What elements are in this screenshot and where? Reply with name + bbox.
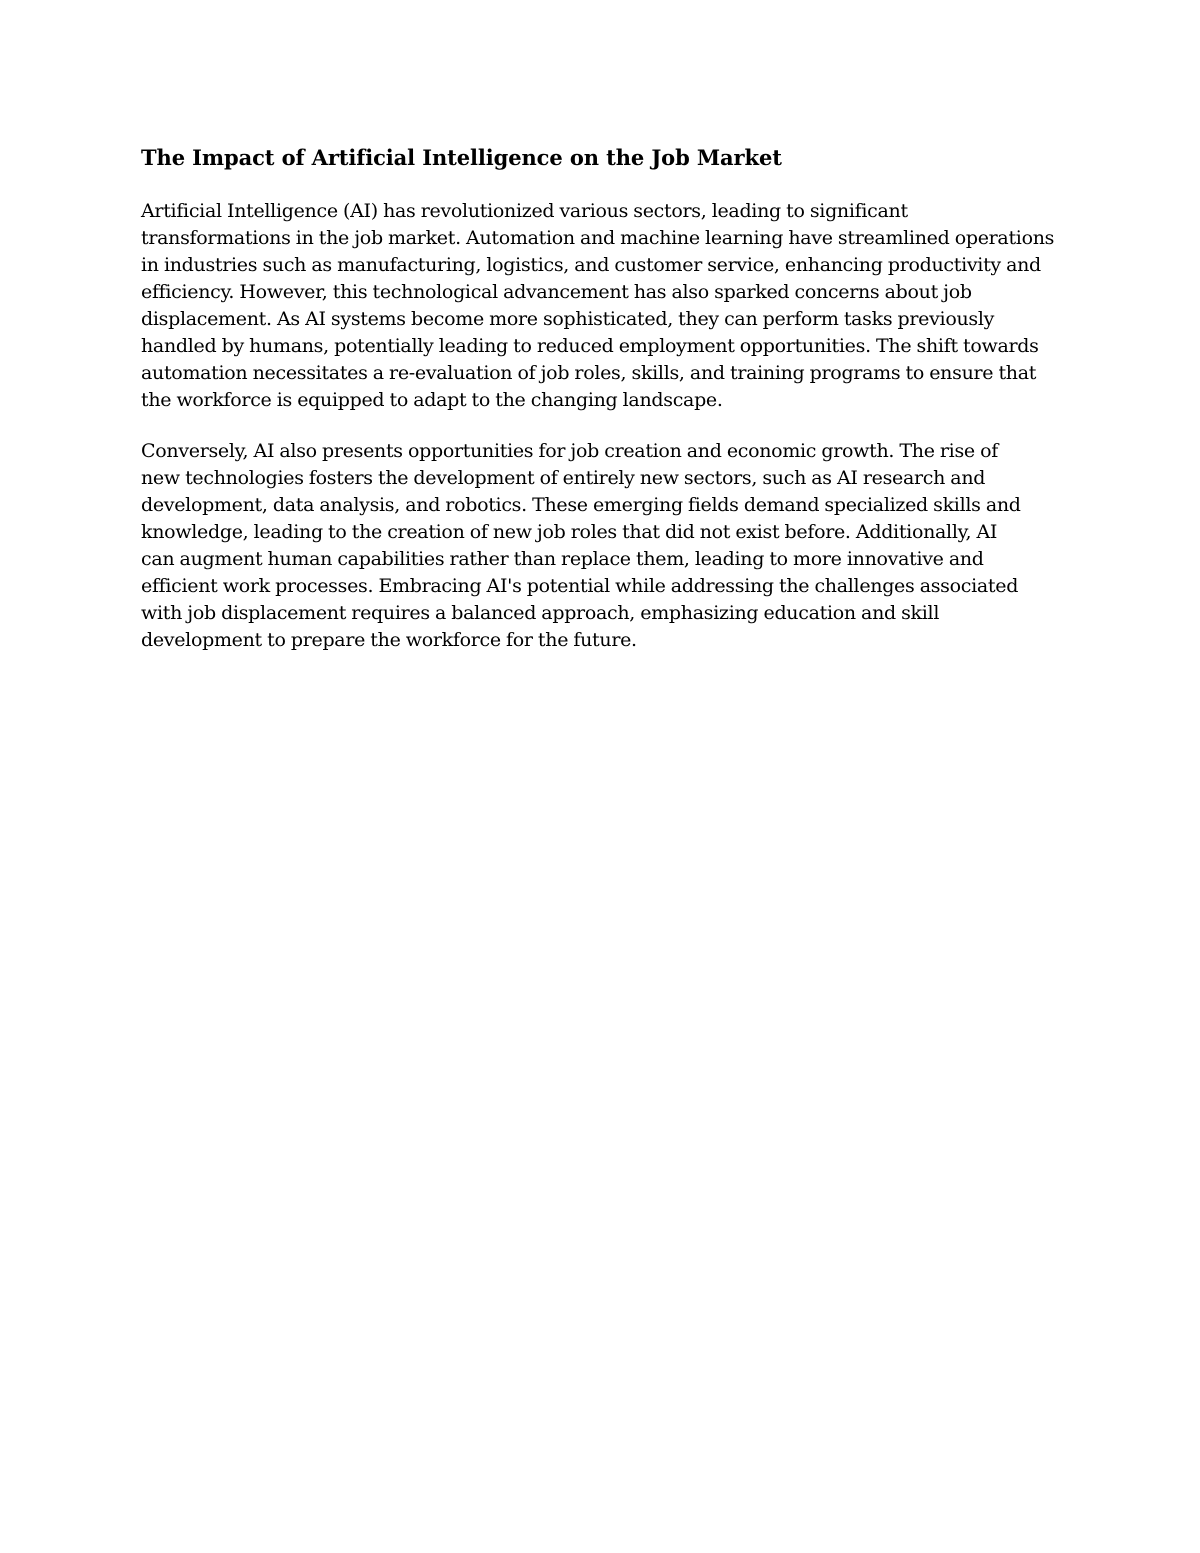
paragraph-line: development, data analysis, and robotics. These emerging fields demand specialized skills and bbox=[141, 494, 1021, 516]
paragraph-line: transformations in the job market. Automation and machine learning have streamlined operations bbox=[141, 227, 1055, 249]
paragraph-line: in industries such as manufacturing, logistics, and customer service, enhancing productivity and bbox=[141, 254, 1041, 276]
paragraph-line: handled by humans, potentially leading to reduced employment opportunities. The shift towards bbox=[141, 335, 1039, 357]
document-title: The Impact of Artificial Intelligence on the Job Market bbox=[141, 145, 782, 170]
paragraph-line: new technologies fosters the development of entirely new sectors, such as AI research and bbox=[141, 467, 986, 489]
paragraph-line: development to prepare the workforce for the future. bbox=[141, 629, 637, 651]
paragraph-line: can augment human capabilities rather than replace them, leading to more innovative and bbox=[141, 548, 984, 570]
paragraph-line: with job displacement requires a balanced approach, emphasizing education and skill bbox=[141, 602, 940, 624]
paragraph-line: automation necessitates a re-evaluation of job roles, skills, and training programs to ensure that bbox=[141, 362, 1037, 384]
paragraph-2 bbox=[141, 438, 1071, 654]
document-body bbox=[141, 142, 1071, 678]
paragraph-line: the workforce is equipped to adapt to the changing landscape. bbox=[141, 389, 723, 411]
paragraph-line: displacement. As AI systems become more sophisticated, they can perform tasks previously bbox=[141, 308, 995, 330]
paragraph-line: efficiency. However, this technological advancement has also sparked concerns about job bbox=[141, 281, 972, 303]
paragraph-line: efficient work processes. Embracing AI's potential while addressing the challenges associated bbox=[141, 575, 1019, 597]
paragraph-line: Artificial Intelligence (AI) has revolutionized various sectors, leading to significant bbox=[141, 200, 908, 222]
paragraph-line: Conversely, AI also presents opportunities for job creation and economic growth. The rise of bbox=[141, 440, 998, 462]
paragraph-1 bbox=[141, 198, 1071, 414]
paragraph-line: knowledge, leading to the creation of new job roles that did not exist before. Additionally, AI bbox=[141, 521, 998, 543]
